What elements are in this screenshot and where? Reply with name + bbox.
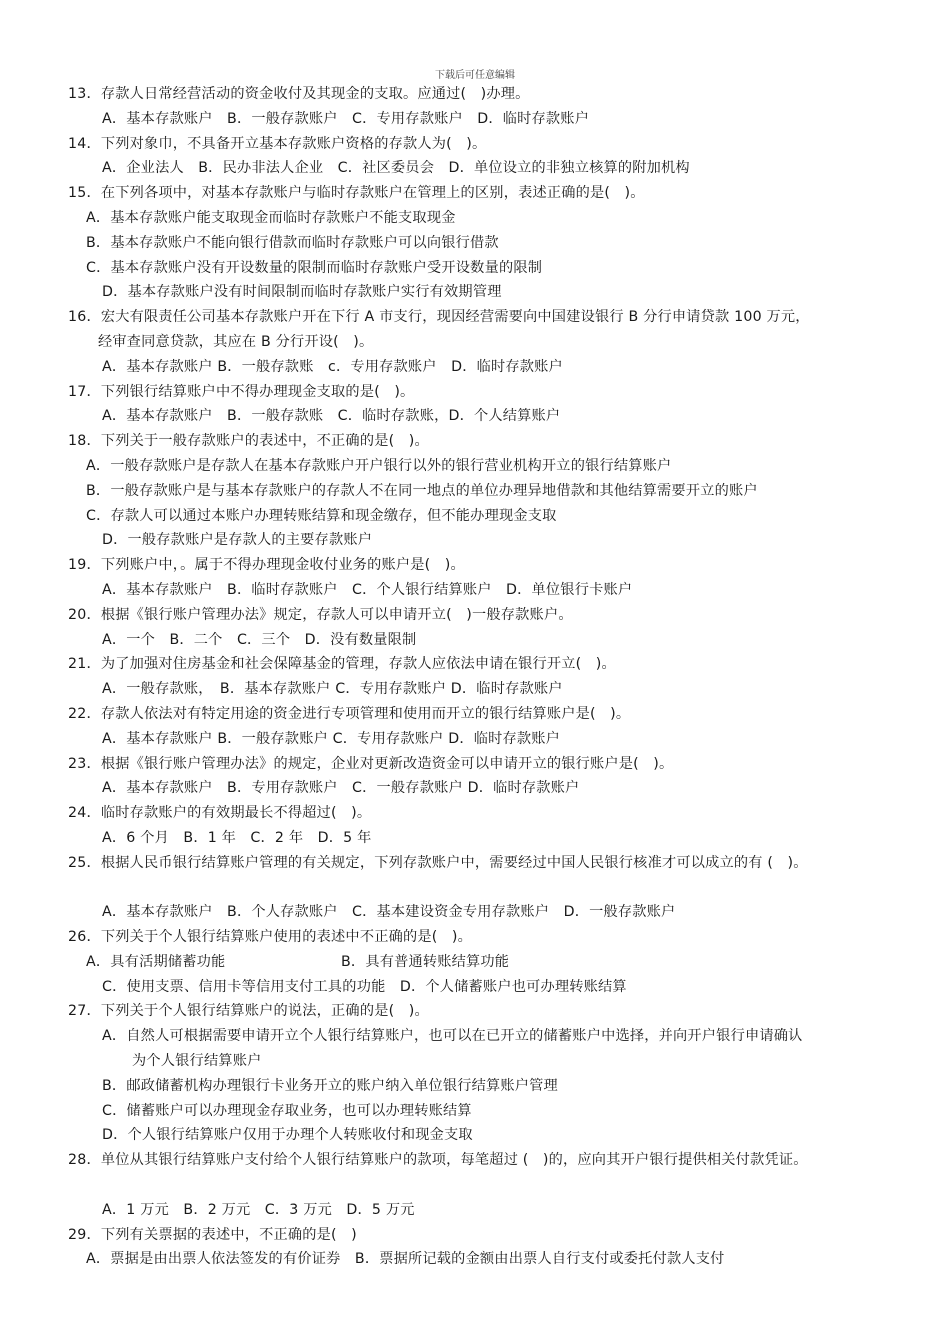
options-22: A．基本存款账户 B．一般存款账户 C．专用存款账户 D．临时存款账户 bbox=[102, 730, 561, 747]
options-17: A．基本存款账户 B．一般存款账 C．临时存款账，D．个人结算账户 bbox=[102, 408, 561, 425]
option-18-c: C．存款人可以通过本账户办理转账结算和现金缴存，但不能办理现金支取 bbox=[86, 507, 557, 524]
question-15: 15．在下列各项中，对基本存款账户与临时存款账户在管理上的区别，表述正确的是( )。 bbox=[68, 185, 645, 202]
option-18-a: A．一般存款账户是存款人在基本存款账户开户银行以外的银行营业机构开立的银行结算账户 bbox=[86, 457, 672, 474]
question-28: 28．单位从其银行结算账户支付给个人银行结算账户的款项，每笔超过 ( )的，应向其开户银行提供相关付款凭证。 bbox=[68, 1152, 808, 1169]
options-21: A．一般存款账， B．基本存款账户 C．专用存款账户 D．临时存款账户 bbox=[102, 681, 563, 698]
option-27-a-continued: 为个人银行结算账户 bbox=[132, 1053, 262, 1070]
option-27-a: A．自然人可根据需要申请开立个人银行结算账户，也可以在已开立的储蓄账户中选择，并向开户银行申请确认 bbox=[102, 1028, 803, 1045]
options-16: A．基本存款账户 B．一般存款账 c．专用存款账户 D．临时存款账户 bbox=[102, 358, 563, 375]
option-27-c: C．储蓄账户可以办理现金存取业务，也可以办理转账结算 bbox=[102, 1102, 472, 1119]
question-16: 16．宏大有限责任公司基本存款账户开在下行 A 市支行，现因经营需要向中国建设银行 B 分行申请贷款 100 万元， bbox=[68, 309, 810, 326]
options-19: A．基本存款账户 B．临时存款账户 C．个人银行结算账户 D．单位银行卡账户 bbox=[102, 581, 633, 598]
page-header: 下载后可任意编辑 bbox=[435, 70, 515, 81]
question-13: 13．存款人日常经营活动的资金收付及其现金的支取。应通过( )办理。 bbox=[68, 86, 530, 102]
option-15-b: B．基本存款账户不能向银行借款而临时存款账户可以向银行借款 bbox=[86, 234, 499, 251]
options-26-cd: C．使用支票、信用卡等信用支付工具的功能 D．个人储蓄账户也可办理转账结算 bbox=[102, 978, 627, 995]
question-18: 18．下列关于一般存款账户的表述中，不正确的是( )。 bbox=[68, 433, 429, 450]
options-28: A．1 万元 B．2 万元 C．3 万元 D．5 万元 bbox=[102, 1201, 415, 1218]
question-22: 22．存款人依法对有特定用途的资金进行专项管理和使用而开立的银行结算账户是( )。 bbox=[68, 705, 631, 722]
options-20: A．一个 B．二个 C．三个 D．没有数量限制 bbox=[102, 631, 417, 648]
option-15-c: C．基本存款账户没有开设数量的限制而临时存款账户受开设数量的限制 bbox=[86, 259, 543, 276]
options-26-ab bbox=[68, 950, 904, 975]
options-24: A．6 个月 B．1 年 C．2 年 D．5 年 bbox=[102, 829, 372, 846]
question-23: 23．根据《银行账户管理办法》的规定，企业对更新改造资金可以申请开立的银行账户是( )。 bbox=[68, 755, 674, 772]
option-15-a: A．基本存款账户能支取现金而临时存款账户不能支取现金 bbox=[86, 209, 456, 226]
option-27-d: D．个人银行结算账户仅用于办理个人转账收付和现金支取 bbox=[102, 1127, 473, 1144]
question-26: 26．下列关于个人银行结算账户使用的表述中不正确的是( )。 bbox=[68, 929, 473, 946]
question-20: 20．根据《银行账户管理办法》规定，存款人可以申请开立( )一般存款账户。 bbox=[68, 606, 573, 623]
options-14: A．企业法人 B．民办非法人企业 C．社区委员会 D．单位设立的非独立核算的附加机构 bbox=[102, 160, 690, 177]
question-27: 27．下列关于个人银行结算账户的说法，正确的是( )。 bbox=[68, 1003, 429, 1020]
option-15-d: D．基本存款账户没有时间限制而临时存款账户实行有效期管理 bbox=[102, 284, 502, 301]
question-19: 19．下列账户中，。属于不得办理现金收付业务的账户是( )。 bbox=[68, 557, 465, 574]
options-13: A．基本存款账户 B．一般存款账户 C．专用存款账户 D．临时存款账户 bbox=[102, 110, 590, 127]
question-16-continued: 经审查同意贷款，其应在 B 分行开设( )。 bbox=[98, 333, 374, 350]
blank-line bbox=[68, 1173, 904, 1198]
document-body bbox=[68, 82, 904, 1272]
question-24: 24．临时存款账户的有效期最长不得超过( )。 bbox=[68, 805, 372, 822]
option-27-b: B．邮政储蓄机构办理银行卡业务开立的账户纳入单位银行结算账户管理 bbox=[102, 1077, 558, 1094]
question-25: 25．根据人民币银行结算账户管理的有关规定，下列存款账户中，需要经过中国人民银行核准才可以成立的有 ( )。 bbox=[68, 854, 808, 871]
option-18-d: D．一般存款账户是存款人的主要存款账户 bbox=[102, 532, 373, 549]
options-25: A．基本存款账户 B．个人存款账户 C．基本建设资金专用存款账户 D．一般存款账户 bbox=[102, 904, 676, 921]
question-17: 17．下列银行结算账户中不得办理现金支取的是( )。 bbox=[68, 383, 415, 400]
option-26-b: B．具有普通转账结算功能 bbox=[341, 953, 510, 970]
option-26-a: A．具有活期储蓄功能 bbox=[86, 953, 226, 970]
question-14: 14．下列对象巾，不具备开立基本存款账户资格的存款人为( )。 bbox=[68, 135, 487, 152]
options-23: A．基本存款账户 B．专用存款账户 C．一般存款账户 D．临时存款账户 bbox=[102, 780, 580, 797]
question-29: 29．下列有关票据的表述中，不正确的是( ) bbox=[68, 1226, 357, 1243]
blank-line bbox=[68, 876, 904, 901]
option-18-b: B．一般存款账户是与基本存款账户的存款人不在同一地点的单位办理异地借款和其他结算需要开立的账户 bbox=[86, 482, 758, 499]
question-21: 21．为了加强对住房基金和社会保障基金的管理，存款人应依法申请在银行开立( )。 bbox=[68, 656, 616, 673]
options-29-ab: A．票据是由出票人依法签发的有价证券 B．票据所记载的金额由出票人自行支付或委托付款人支付 bbox=[86, 1251, 725, 1268]
